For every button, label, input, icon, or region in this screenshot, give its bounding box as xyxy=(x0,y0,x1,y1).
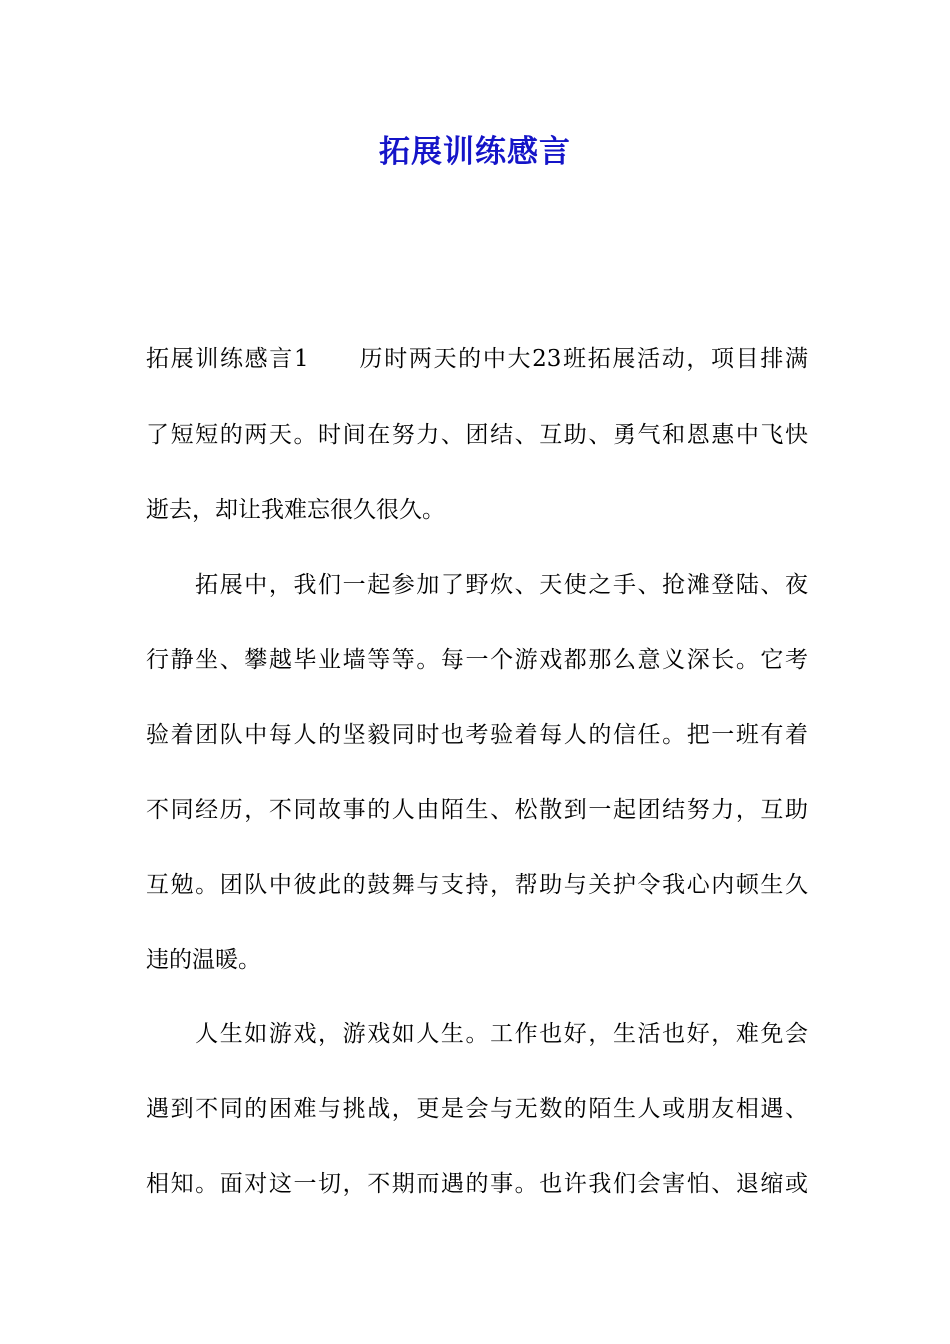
body-line-9: 违的温暖。 xyxy=(146,947,261,973)
body-line-3: 逝去，却让我难忘很久很久。 xyxy=(146,497,445,523)
body-line-4: 拓展中，我们一起参加了野炊、天使之手、抢滩登陆、夜 xyxy=(146,572,808,598)
document-title: 拓展训练感言 xyxy=(379,134,571,170)
body-line-2: 了短短的两天。时间在努力、团结、互助、勇气和恩惠中飞快 xyxy=(146,422,808,448)
body-line-10: 人生如游戏，游戏如人生。工作也好，生活也好，难免会 xyxy=(146,1021,808,1047)
body-line-12: 相知。面对这一切，不期而遇的事。也许我们会害怕、退缩或 xyxy=(146,1171,808,1197)
body-line-8: 互勉。团队中彼此的鼓舞与支持，帮助与关护令我心内顿生久 xyxy=(146,872,808,898)
body-line-5: 行静坐、攀越毕业墙等等。每一个游戏都那么意义深长。它考 xyxy=(146,647,808,673)
body-line-11: 遇到不同的困难与挑战，更是会与无数的陌生人或朋友相遇、 xyxy=(146,1096,808,1122)
body-line-7: 不同经历，不同故事的人由陌生、松散到一起团结努力，互助 xyxy=(146,797,808,823)
body-line-6: 验着团队中每人的坚毅同时也考验着每人的信任。把一班有着 xyxy=(146,722,808,748)
body-line-1: 拓展训练感言1 历时两天的中大23班拓展活动，项目排满 xyxy=(146,346,808,372)
